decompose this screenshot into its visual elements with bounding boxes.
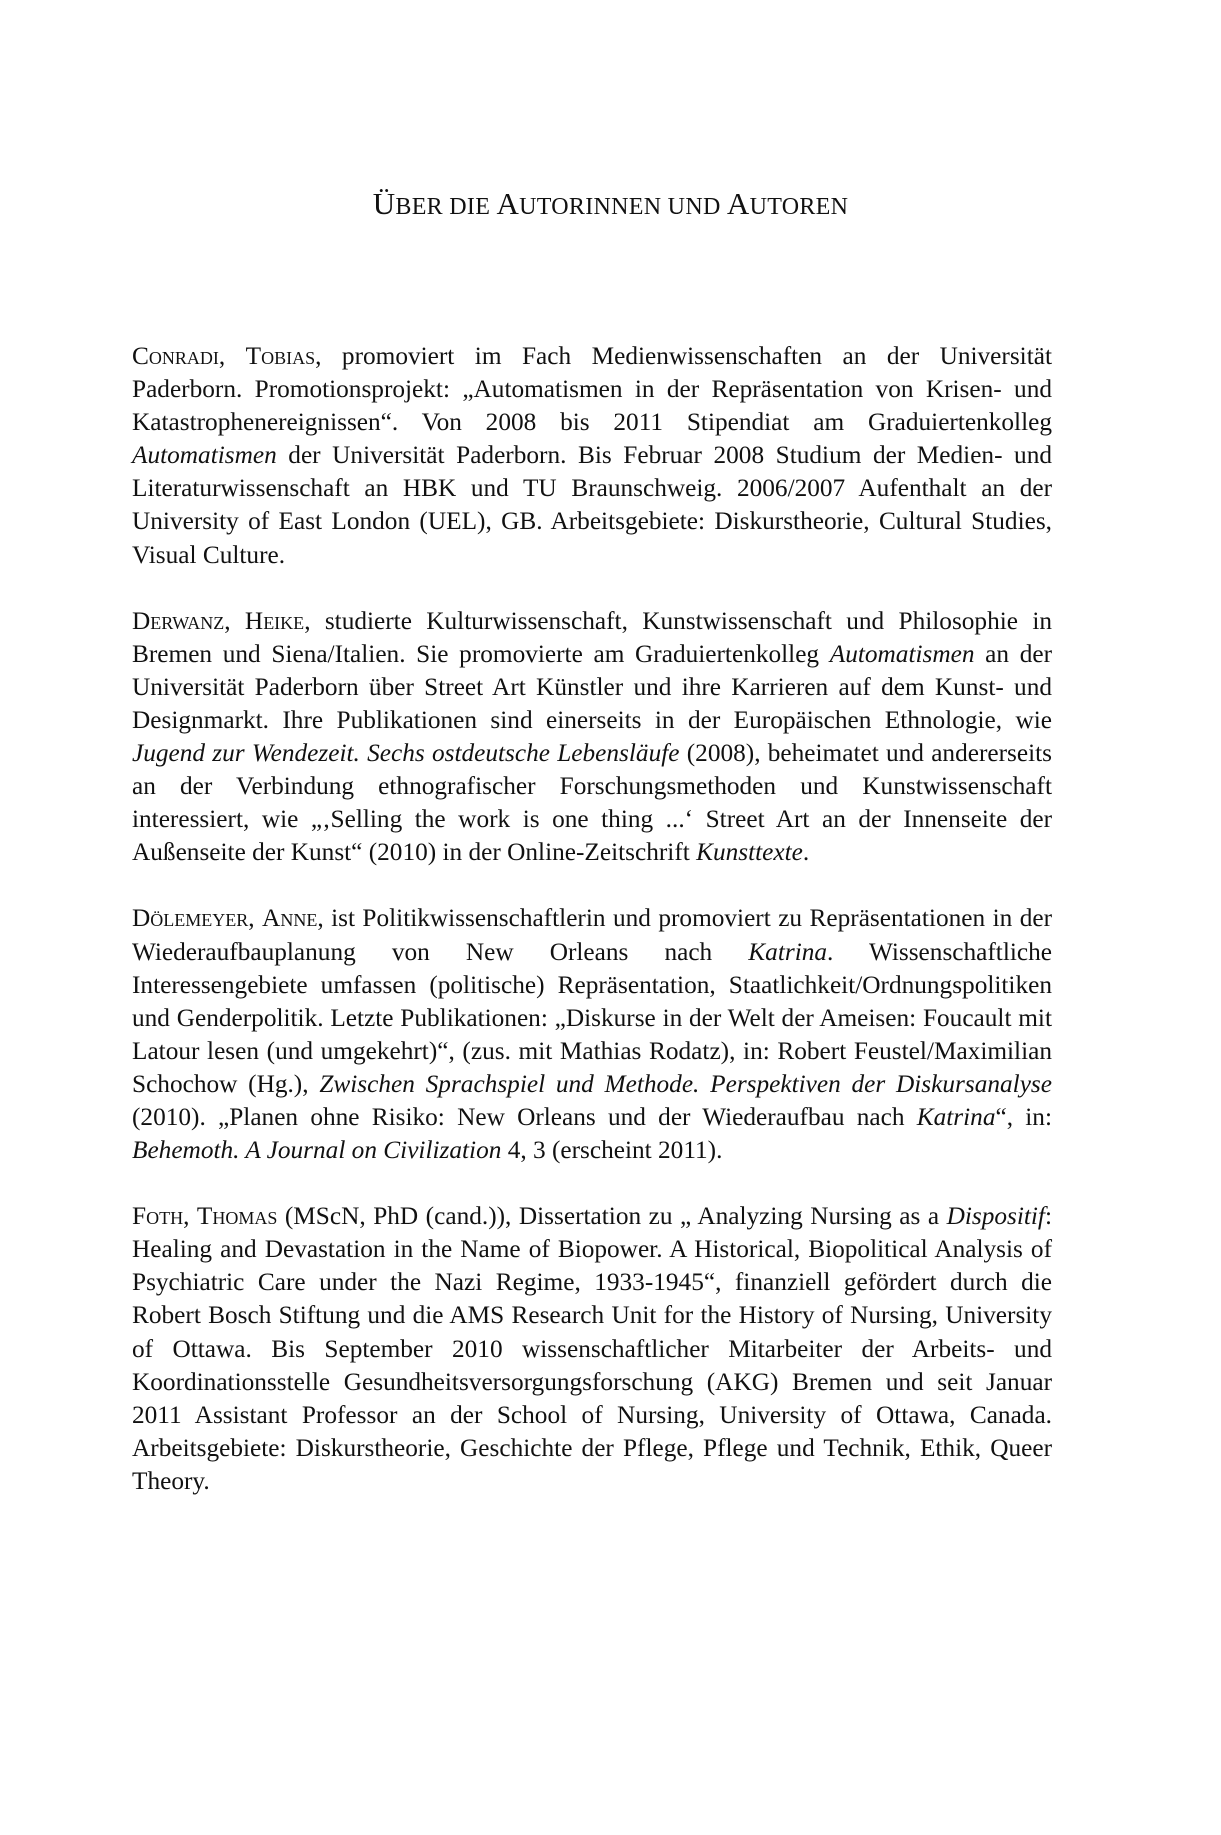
bio-text: 4, 3 (erscheint 2011).	[501, 1136, 723, 1165]
bio-text: .	[802, 838, 810, 867]
bio-derwanz: Derwanz, Heike, studierte Kulturwissenschaft, Kunstwissenschaft und Philosophie in Bremen und Siena/Italien. Sie promovierte am Graduiertenkolleg Automatismen an der Universität Paderborn über Street Art Künstler und ihre Karrieren auf dem Kunst- und Designmarkt. Ihre Publikationen sind einerseits in der Europäischen Ethnologie, wie Jugend zur Wendezeit. Sechs ostdeutsche Lebensläufe (2008), beheimatet und andererseits an der Verbindung ethnografischer Forschungsmethoden und Kunstwissenschaft interessiert, wie „‚Selling the work is one thing ...‘ Street Art an der Innenseite der Außenseite der Kunst“ (2010) in der Online-Zeitschrift Kunsttexte.	[132, 606, 1053, 867]
bio-text: , studierte Kulturwissenschaft, Kunstwissenschaft und Philosophie in Bremen und Siena/Italien. Sie promovierte am Graduiertenkolleg	[132, 606, 1052, 668]
bio-text: “, in:	[995, 1102, 1052, 1131]
bio-text: (MScN, PhD (cand.)), Dissertation zu „ Analyzing Nursing as a	[277, 1202, 947, 1231]
author-last-name: Dölemeyer	[132, 904, 249, 933]
title-part: BER DIE	[395, 194, 497, 220]
title-initial: Ü	[372, 186, 396, 221]
page-title	[0, 186, 1221, 222]
bio-italic: Zwischen Sprachspiel und Methode. Perspektiven der Diskursanalyse	[319, 1069, 1052, 1098]
bio-italic: Dispositif	[946, 1202, 1045, 1231]
author-last-name: Conradi	[132, 342, 219, 370]
title-part: UTOREN	[749, 194, 849, 220]
bio-italic: Automatismen	[829, 639, 975, 668]
author-last-name: Foth	[132, 1202, 184, 1231]
author-first-name: Anne	[262, 904, 318, 933]
author-first-name: Heike	[244, 606, 305, 635]
bio-italic: Katrina	[916, 1102, 996, 1131]
author-last-name: Derwanz	[132, 606, 225, 635]
bio-italic: Jugend zur Wendezeit. Sechs ostdeutsche Lebensläufe	[132, 739, 680, 768]
bio-text: : Healing and Devastation in the Name of Biopower. A Historical, Biopolitical Analysis of Psychiatric Care under the Nazi Regime, 1933-1945“, finanziell gefördert durch die Robert Bosch Stiftung und die AMS Research Unit for the History of Nursing, University of Ottawa. Bis September 2010 wissenschaftlicher Mitarbeiter der Arbeits- und Koordinationsstelle Gesundheitsversorgungsforschung (AKG) Bremen und seit Januar 2011 Assistant Professor an der School of Nursing, University of Ottawa, Canada. Arbeitsgebiete: Diskurstheorie, Geschichte der Pflege, Pflege und Technik, Ethik, Queer Theory.	[132, 1202, 1052, 1495]
bio-italic: Kunsttexte	[696, 838, 803, 867]
author-first-name: Tobias	[245, 342, 316, 370]
bio-text: (2010). „Planen ohne Risiko: New Orleans und der Wiederaufbau nach	[132, 1102, 917, 1131]
title-initial: A	[726, 186, 750, 221]
bio-text: an der Universität Paderborn über Street Art Künstler und ihre Karrieren auf dem Kunst- und Designmarkt. Ihre Publikationen sind einerseits in der Europäischen Ethnologie, wie	[132, 639, 1053, 734]
bio-text: . Wissenschaftliche Interessengebiete umfassen (politische) Repräsentation, Staatlichkeit/Ordnungspolitiken und Genderpolitik. Letzte Publikationen: „Diskurse in der Welt der Ameisen: Foucault mit Latour lesen (und umgekehrt)“, (zus. mit Mathias Rodatz), in: Robert Feustel/Maximilian Schochow (Hg.),	[132, 937, 1052, 1098]
title-part: UTORINNEN UND	[519, 194, 727, 220]
title-initial: A	[496, 186, 520, 221]
bio-italic: Behemoth. A Journal on Civilization	[132, 1136, 502, 1165]
bio-italic: Katrina	[748, 937, 828, 966]
bio-text: der Universität Paderborn. Bis Februar 2008 Studium der Medien- und Literaturwissenschaft an HBK und TU Braunschweig. 2006/2007 Aufenthalt an der University of East London (UEL), GB. Arbeitsgebiete: Diskurstheorie, Cultural Studies, Visual Culture.	[132, 441, 1052, 569]
bio-text: (2008), beheimatet und andererseits an der Verbindung ethnografischer Forschungsmethoden und Kunstwissenschaft interessiert, wie „‚Selling the work is one thing ...‘ Street Art an der Innenseite der Außenseite der Kunst“ (2010) in der Online-Zeitschrift	[132, 739, 1053, 867]
author-first-name: Thomas	[196, 1202, 278, 1231]
bio-text: , promoviert im Fach Medienwissenschaften an der Universität Paderborn. Promotionsprojekt: „Automatismen in der Repräsentation von Krisen- und Katastrophenereignissen“. Von 2008 bis 2011 Stipendiat am Graduiertenkolleg	[132, 342, 1052, 437]
author-bios	[132, 340, 1052, 1531]
bio-doelemeyer: Dölemeyer, Anne, ist Politikwissenschaftlerin und promoviert zu Repräsentationen in der Wiederaufbauplanung von New Orleans nach Katrina. Wissenschaftliche Interessengebiete umfassen (politische) Repräsentation, Staatlichkeit/Ordnungspolitiken und Genderpolitik. Letzte Publikationen: „Diskurse in der Welt der Ameisen: Foucault mit Latour lesen (und umgekehrt)“, (zus. mit Mathias Rodatz), in: Robert Feustel/Maximilian Schochow (Hg.), Zwischen Sprachspiel und Methode. Perspektiven der Diskursanalyse (2010). „Planen ohne Risiko: New Orleans und der Wiederaufbau nach Katrina“, in: Behemoth. A Journal on Civilization 4, 3 (erscheint 2011).	[132, 904, 1052, 1165]
bio-text: , ist Politikwissenschaftlerin und promoviert zu Repräsentationen in der Wiederaufbauplanung von New Orleans nach	[132, 904, 1052, 966]
bio-foth: Foth, Thomas (MScN, PhD (cand.)), Dissertation zu „ Analyzing Nursing as a Dispositif: Healing and Devastation in the Name of Biopower. A Historical, Biopolitical Analysis of Psychiatric Care under the Nazi Regime, 1933-1945“, finanziell gefördert durch die Robert Bosch Stiftung und die AMS Research Unit for the History of Nursing, University of Ottawa. Bis September 2010 wissenschaftlicher Mitarbeiter der Arbeits- und Koordinationsstelle Gesundheitsversorgungsforschung (AKG) Bremen und seit Januar 2011 Assistant Professor an der School of Nursing, University of Ottawa, Canada. Arbeitsgebiete: Diskurstheorie, Geschichte der Pflege, Pflege und Technik, Ethik, Queer Theory.	[132, 1202, 1052, 1495]
bio-conradi: Conradi, Tobias, promoviert im Fach Medienwissenschaften an der Universität Paderborn. Promotionsprojekt: „Automatismen in der Repräsentation von Krisen- und Katastrophenereignissen“. Von 2008 bis 2011 Stipendiat am Graduiertenkolleg Automatismen der Universität Paderborn. Bis Februar 2008 Studium der Medien- und Literaturwissenschaft an HBK und TU Braunschweig. 2006/2007 Aufenthalt an der University of East London (UEL), GB. Arbeitsgebiete: Diskurstheorie, Cultural Studies, Visual Culture.	[132, 342, 1052, 569]
bio-italic: Automatismen	[132, 441, 277, 470]
